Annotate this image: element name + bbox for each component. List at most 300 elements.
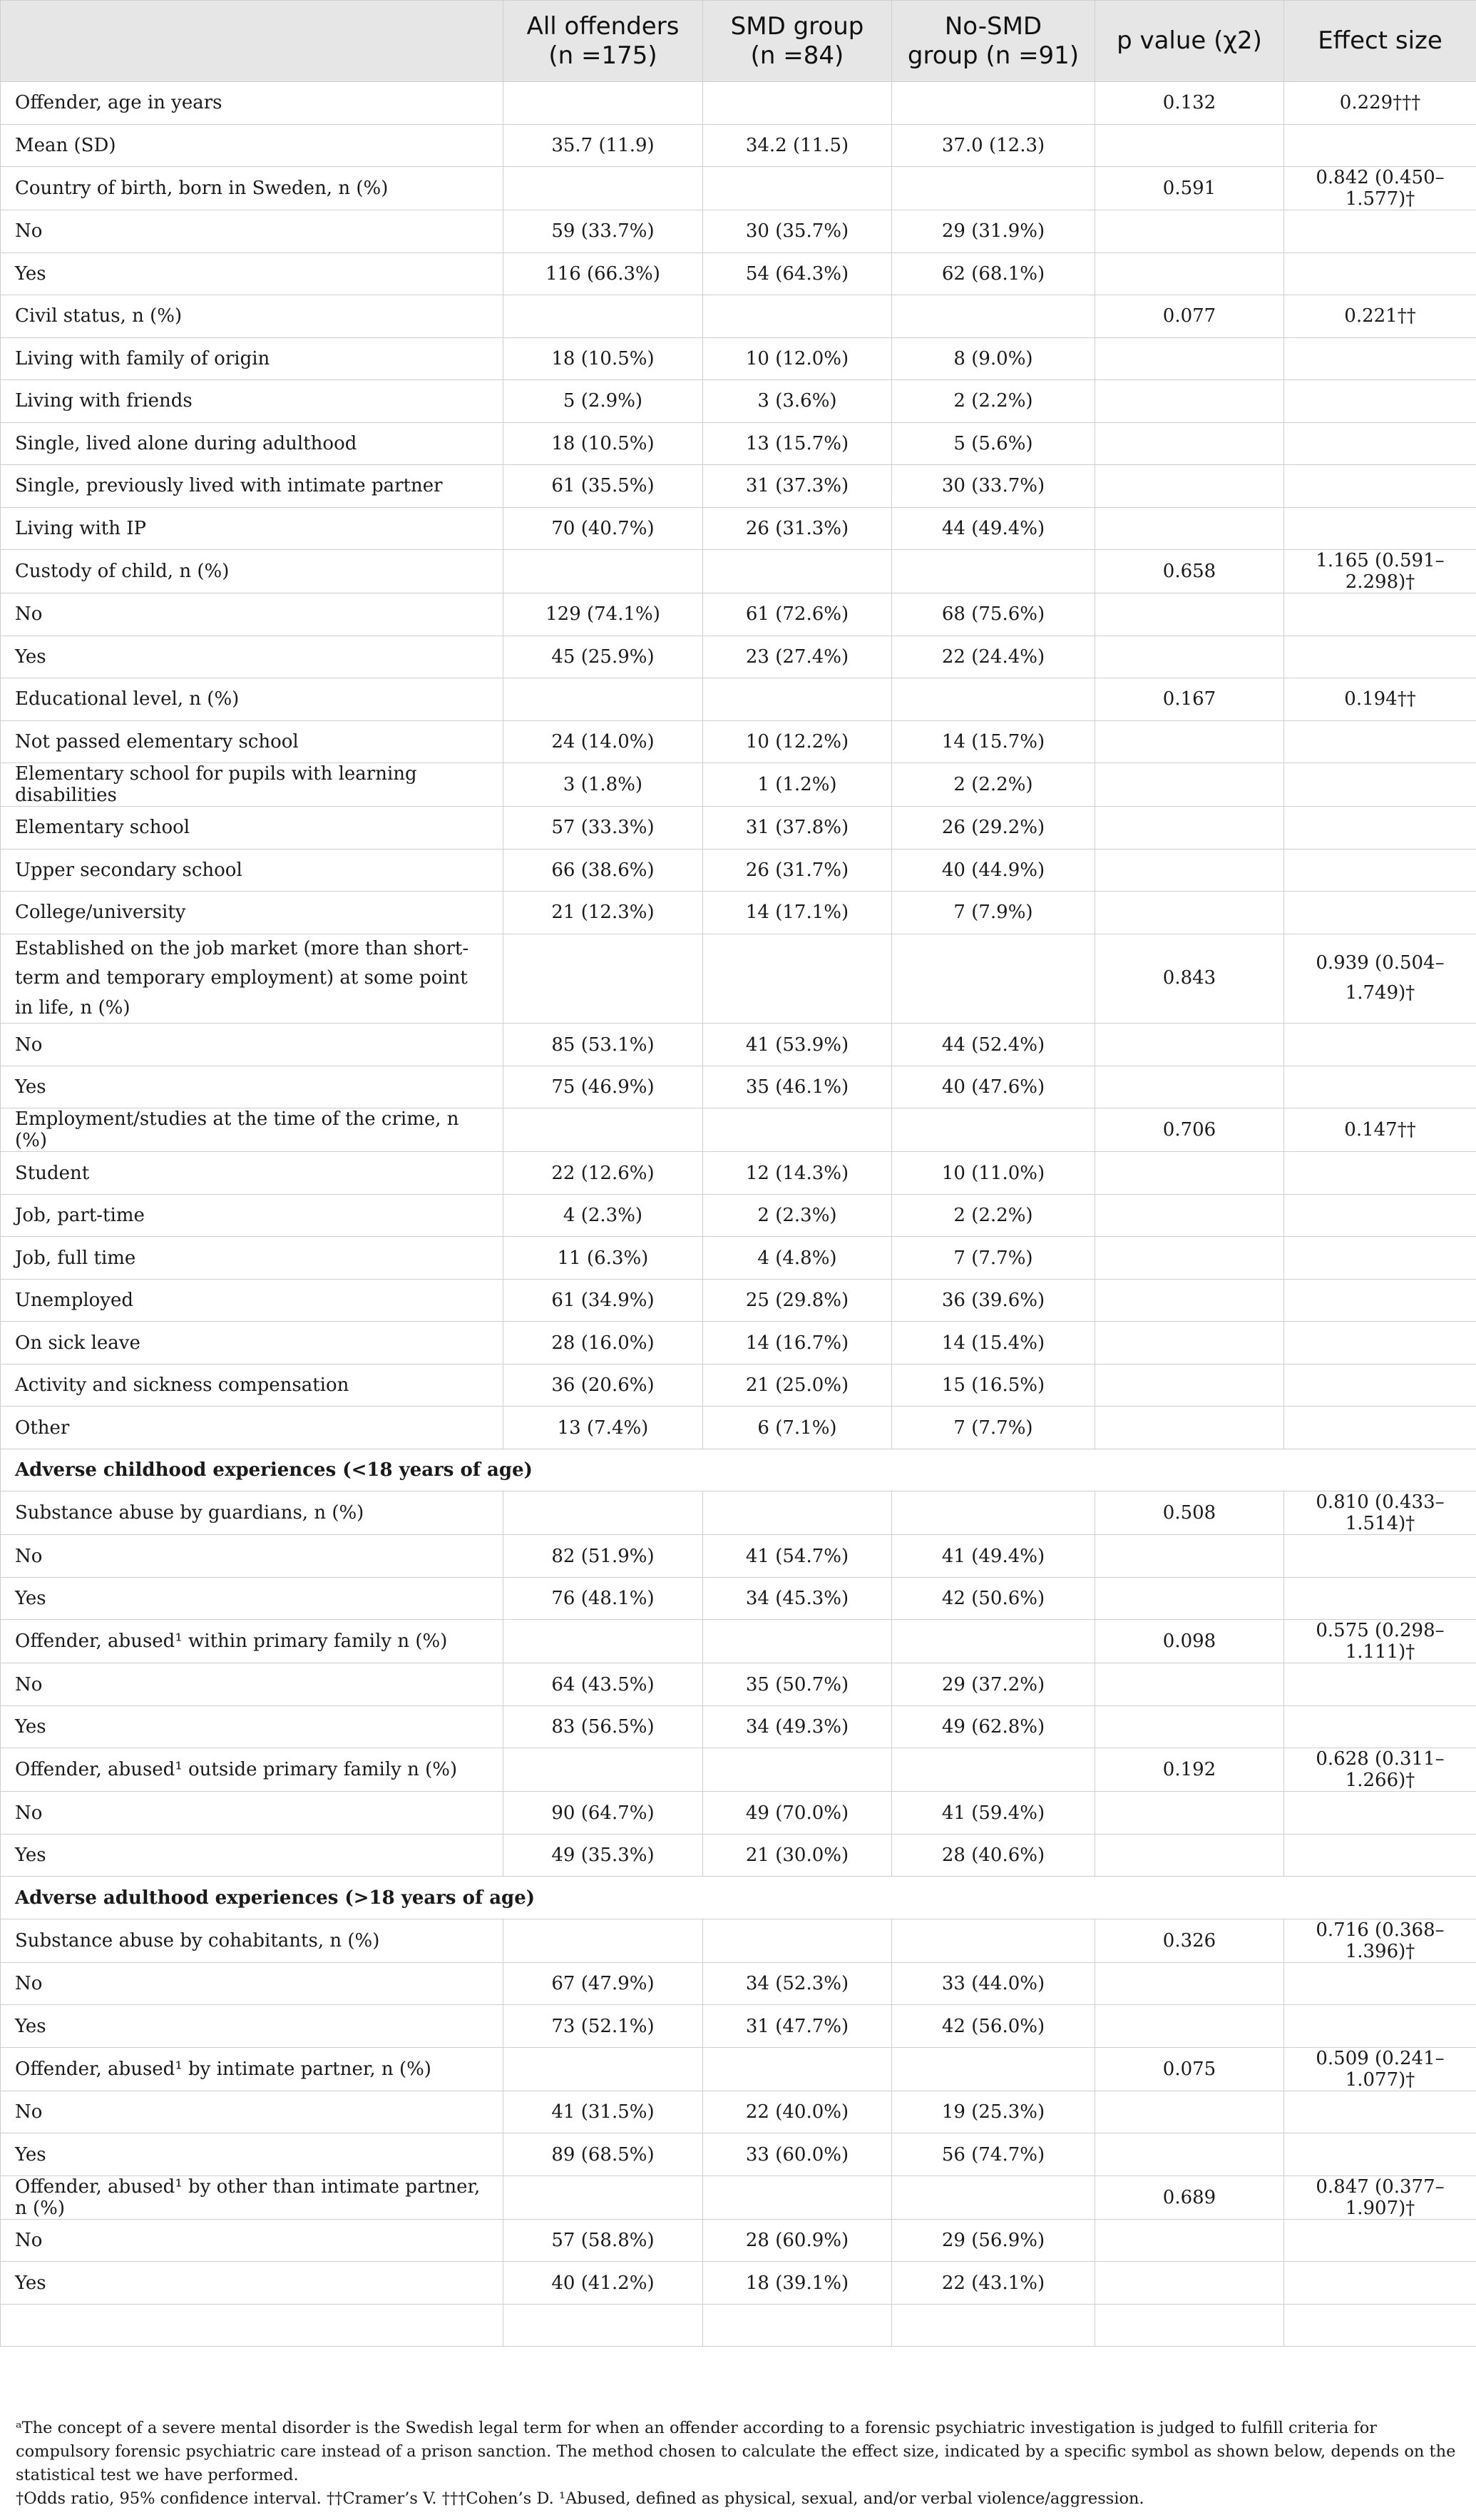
cell-smd-group: 12 (14.3%) bbox=[703, 1152, 892, 1195]
table-row bbox=[1, 1577, 1476, 1620]
cell-smd-group: 31 (37.8%) bbox=[703, 807, 892, 850]
table-row bbox=[1, 1792, 1476, 1835]
cell-smd-group: 6 (7.1%) bbox=[703, 1407, 892, 1449]
cell-p-value bbox=[1095, 2133, 1284, 2176]
row-label: Employment/studies at the time of the crime, n (%) bbox=[1, 1108, 503, 1152]
cell-p-value bbox=[1095, 1194, 1284, 1237]
cell-no-smd-group: 7 (7.9%) bbox=[892, 892, 1095, 934]
cell-all-offenders bbox=[503, 550, 703, 593]
row-label: Offender, abused¹ by intimate partner, n (%) bbox=[1, 2047, 503, 2091]
cell-no-smd-group bbox=[892, 550, 1095, 593]
cell-smd-group: 13 (15.7%) bbox=[703, 422, 892, 465]
table-row bbox=[1, 1919, 1476, 1962]
cell-smd-group bbox=[703, 2047, 892, 2091]
cell-no-smd-group: 44 (52.4%) bbox=[892, 1024, 1095, 1066]
cell-all-offenders: 4 (2.3%) bbox=[503, 1194, 703, 1237]
section-label: Adverse childhood experiences (<18 years of age) bbox=[1, 1449, 1476, 1491]
cell-all-offenders bbox=[503, 167, 703, 210]
cell-p-value: 0.706 bbox=[1095, 1108, 1284, 1152]
cell-p-value bbox=[1095, 720, 1284, 763]
cell-smd-group: 26 (31.3%) bbox=[703, 507, 892, 550]
cell-p-value: 0.326 bbox=[1095, 1919, 1284, 1962]
table-row bbox=[1, 295, 1476, 338]
cell-no-smd-group: 19 (25.3%) bbox=[892, 2091, 1095, 2133]
cell-smd-group: 33 (60.0%) bbox=[703, 2133, 892, 2176]
cell-all-offenders: 70 (40.7%) bbox=[503, 507, 703, 550]
cell-p-value: 0.167 bbox=[1095, 678, 1284, 721]
cell-smd-group: 54 (64.3%) bbox=[703, 252, 892, 295]
table-body bbox=[1, 82, 1476, 2347]
cell-all-offenders: 35.7 (11.9) bbox=[503, 124, 703, 167]
cell-p-value bbox=[1095, 380, 1284, 423]
table-row bbox=[1, 1066, 1476, 1108]
cell-effect-size bbox=[1284, 1407, 1476, 1449]
cell-effect-size bbox=[1284, 210, 1476, 253]
cell-no-smd-group: 42 (50.6%) bbox=[892, 1577, 1095, 1620]
cell-all-offenders: 61 (34.9%) bbox=[503, 1279, 703, 1322]
cell-all-offenders: 40 (41.2%) bbox=[503, 2262, 703, 2305]
row-label: Substance abuse by cohabitants, n (%) bbox=[1, 1919, 503, 1962]
cell-p-value: 0.192 bbox=[1095, 1748, 1284, 1792]
cell-effect-size bbox=[1284, 1792, 1476, 1835]
cell-p-value bbox=[1095, 1279, 1284, 1322]
cell-no-smd-group bbox=[892, 678, 1095, 721]
cell-all-offenders bbox=[503, 1919, 703, 1962]
table-row bbox=[1, 2091, 1476, 2133]
cell-smd-group bbox=[703, 1491, 892, 1535]
cell-smd-group: 31 (47.7%) bbox=[703, 2005, 892, 2048]
cell-all-offenders: 67 (47.9%) bbox=[503, 1962, 703, 2005]
row-label: Yes bbox=[1, 2262, 503, 2305]
cell-no-smd-group: 7 (7.7%) bbox=[892, 1407, 1095, 1449]
cell-smd-group: 10 (12.0%) bbox=[703, 337, 892, 380]
table-row bbox=[1, 210, 1476, 253]
cell-no-smd-group bbox=[892, 295, 1095, 338]
row-label: Activity and sickness compensation bbox=[1, 1364, 503, 1407]
cell-no-smd-group bbox=[892, 167, 1095, 210]
table-row bbox=[1, 422, 1476, 465]
cell-effect-size bbox=[1284, 507, 1476, 550]
cell-effect-size bbox=[1284, 1705, 1476, 1748]
cell-smd-group: 41 (53.9%) bbox=[703, 1024, 892, 1066]
cell-no-smd-group: 22 (43.1%) bbox=[892, 2262, 1095, 2305]
header-no-smd-group: No-SMD group (n =91) bbox=[892, 1, 1095, 82]
table-row bbox=[1, 720, 1476, 763]
cell-p-value bbox=[1095, 1792, 1284, 1835]
cell-no-smd-group: 62 (68.1%) bbox=[892, 252, 1095, 295]
cell-all-offenders: 49 (35.3%) bbox=[503, 1834, 703, 1877]
cell-all-offenders bbox=[503, 1491, 703, 1535]
row-label: Yes bbox=[1, 636, 503, 678]
cell-effect-size: 0.810 (0.433–1.514)† bbox=[1284, 1491, 1476, 1535]
cell-no-smd-group bbox=[892, 1491, 1095, 1535]
cell-smd-group: 34 (52.3%) bbox=[703, 1962, 892, 2005]
cell-no-smd-group: 2 (2.2%) bbox=[892, 380, 1095, 423]
cell-no-smd-group: 29 (56.9%) bbox=[892, 2219, 1095, 2262]
cell-effect-size bbox=[1284, 849, 1476, 892]
row-label: Single, previously lived with intimate partner bbox=[1, 465, 503, 508]
cell-smd-group: 10 (12.2%) bbox=[703, 720, 892, 763]
cell-all-offenders: 24 (14.0%) bbox=[503, 720, 703, 763]
cell-all-offenders bbox=[503, 82, 703, 125]
row-label: Educational level, n (%) bbox=[1, 678, 503, 721]
table-row bbox=[1, 2262, 1476, 2305]
cell-effect-size bbox=[1284, 1962, 1476, 2005]
table-row bbox=[1, 678, 1476, 721]
cell-all-offenders bbox=[503, 678, 703, 721]
cell-no-smd-group: 41 (59.4%) bbox=[892, 1792, 1095, 1835]
cell-no-smd-group: 42 (56.0%) bbox=[892, 2005, 1095, 2048]
cell-all-offenders: 57 (58.8%) bbox=[503, 2219, 703, 2262]
cell-p-value bbox=[1095, 1364, 1284, 1407]
cell-all-offenders bbox=[503, 1620, 703, 1663]
cell-no-smd-group bbox=[892, 1919, 1095, 1962]
row-label: No bbox=[1, 1962, 503, 2005]
cell-all-offenders: 82 (51.9%) bbox=[503, 1535, 703, 1578]
cell-smd-group bbox=[703, 295, 892, 338]
cell-smd-group: 22 (40.0%) bbox=[703, 2091, 892, 2133]
cell-p-value bbox=[1095, 422, 1284, 465]
cell-no-smd-group: 14 (15.7%) bbox=[892, 720, 1095, 763]
table-row bbox=[1, 636, 1476, 678]
cell-p-value: 0.508 bbox=[1095, 1491, 1284, 1535]
cell-all-offenders bbox=[503, 2304, 703, 2346]
cell-no-smd-group: 33 (44.0%) bbox=[892, 1962, 1095, 2005]
cell-all-offenders: 85 (53.1%) bbox=[503, 1024, 703, 1066]
cell-p-value bbox=[1095, 210, 1284, 253]
cell-no-smd-group: 29 (31.9%) bbox=[892, 210, 1095, 253]
cell-p-value bbox=[1095, 1407, 1284, 1449]
cell-effect-size bbox=[1284, 1066, 1476, 1108]
cell-no-smd-group: 30 (33.7%) bbox=[892, 465, 1095, 508]
row-label: No bbox=[1, 593, 503, 636]
cell-effect-size bbox=[1284, 2219, 1476, 2262]
row-label: Job, part-time bbox=[1, 1194, 503, 1237]
row-label: College/university bbox=[1, 892, 503, 934]
cell-effect-size bbox=[1284, 2133, 1476, 2176]
cell-p-value bbox=[1095, 1237, 1284, 1280]
cell-effect-size: 0.147†† bbox=[1284, 1108, 1476, 1152]
row-label: Offender, abused¹ by other than intimate partner, n (%) bbox=[1, 2175, 503, 2219]
row-label: Not passed elementary school bbox=[1, 720, 503, 763]
table-row bbox=[1, 380, 1476, 423]
table-row bbox=[1, 1663, 1476, 1706]
cell-smd-group: 2 (2.3%) bbox=[703, 1194, 892, 1237]
cell-effect-size bbox=[1284, 763, 1476, 807]
cell-smd-group bbox=[703, 934, 892, 1024]
cell-effect-size bbox=[1284, 593, 1476, 636]
table-row bbox=[1, 593, 1476, 636]
cell-all-offenders bbox=[503, 1108, 703, 1152]
cell-smd-group bbox=[703, 82, 892, 125]
cell-p-value bbox=[1095, 1577, 1284, 1620]
table-row bbox=[1, 2005, 1476, 2048]
cell-smd-group: 18 (39.1%) bbox=[703, 2262, 892, 2305]
table-row bbox=[1, 1491, 1476, 1535]
header-row bbox=[1, 1, 1476, 82]
cell-p-value bbox=[1095, 1066, 1284, 1108]
cell-p-value: 0.098 bbox=[1095, 1620, 1284, 1663]
cell-effect-size bbox=[1284, 1237, 1476, 1280]
cell-all-offenders: 21 (12.3%) bbox=[503, 892, 703, 934]
cell-effect-size bbox=[1284, 422, 1476, 465]
row-label: No bbox=[1, 1535, 503, 1578]
table-row bbox=[1, 1748, 1476, 1792]
cell-p-value bbox=[1095, 1152, 1284, 1195]
cell-no-smd-group bbox=[892, 1620, 1095, 1663]
cell-all-offenders bbox=[503, 1748, 703, 1792]
cell-p-value bbox=[1095, 2262, 1284, 2305]
cell-no-smd-group: 14 (15.4%) bbox=[892, 1322, 1095, 1364]
table-row bbox=[1, 1024, 1476, 1066]
cell-all-offenders: 83 (56.5%) bbox=[503, 1705, 703, 1748]
cell-all-offenders: 18 (10.5%) bbox=[503, 337, 703, 380]
blank-row bbox=[1, 2304, 1476, 2346]
cell-all-offenders: 28 (16.0%) bbox=[503, 1322, 703, 1364]
cell-all-offenders: 75 (46.9%) bbox=[503, 1066, 703, 1108]
cell-all-offenders bbox=[503, 2175, 703, 2219]
cell-smd-group bbox=[703, 167, 892, 210]
cell-effect-size bbox=[1284, 2091, 1476, 2133]
cell-effect-size bbox=[1284, 720, 1476, 763]
cell-effect-size bbox=[1284, 124, 1476, 167]
cell-no-smd-group: 5 (5.6%) bbox=[892, 422, 1095, 465]
cell-effect-size bbox=[1284, 1364, 1476, 1407]
cell-no-smd-group: 2 (2.2%) bbox=[892, 1194, 1095, 1237]
table-row bbox=[1, 252, 1476, 295]
row-label: Substance abuse by guardians, n (%) bbox=[1, 1491, 503, 1535]
cell-effect-size bbox=[1284, 1322, 1476, 1364]
cell-all-offenders: 3 (1.8%) bbox=[503, 763, 703, 807]
cell-no-smd-group: 2 (2.2%) bbox=[892, 763, 1095, 807]
cell-all-offenders bbox=[503, 295, 703, 338]
cell-no-smd-group: 7 (7.7%) bbox=[892, 1237, 1095, 1280]
cell-all-offenders: 90 (64.7%) bbox=[503, 1792, 703, 1835]
cell-smd-group bbox=[703, 1108, 892, 1152]
table-row bbox=[1, 1962, 1476, 2005]
header-p-value: p value (χ2) bbox=[1095, 1, 1284, 82]
cell-effect-size: 0.221†† bbox=[1284, 295, 1476, 338]
table-header bbox=[1, 1, 1476, 82]
cell-no-smd-group bbox=[892, 1108, 1095, 1152]
row-label: No bbox=[1, 2091, 503, 2133]
cell-all-offenders: 76 (48.1%) bbox=[503, 1577, 703, 1620]
cell-effect-size: 0.575 (0.298–1.111)† bbox=[1284, 1620, 1476, 1663]
cell-p-value bbox=[1095, 337, 1284, 380]
cell-effect-size bbox=[1284, 1577, 1476, 1620]
row-label: Elementary school for pupils with learning disabilities bbox=[1, 763, 503, 807]
cell-effect-size: 1.165 (0.591–2.298)† bbox=[1284, 550, 1476, 593]
cell-smd-group: 41 (54.7%) bbox=[703, 1535, 892, 1578]
row-label: Yes bbox=[1, 1834, 503, 1877]
table-row bbox=[1, 1364, 1476, 1407]
cell-smd-group: 1 (1.2%) bbox=[703, 763, 892, 807]
cell-p-value bbox=[1095, 892, 1284, 934]
cell-all-offenders: 5 (2.9%) bbox=[503, 380, 703, 423]
section-row bbox=[1, 1877, 1476, 1919]
cell-all-offenders: 64 (43.5%) bbox=[503, 1663, 703, 1706]
cell-smd-group: 35 (46.1%) bbox=[703, 1066, 892, 1108]
cell-no-smd-group: 10 (11.0%) bbox=[892, 1152, 1095, 1195]
row-label: Upper secondary school bbox=[1, 849, 503, 892]
cell-effect-size bbox=[1284, 2304, 1476, 2346]
cell-effect-size bbox=[1284, 1152, 1476, 1195]
header-variable bbox=[1, 1, 503, 82]
footnotes bbox=[16, 2417, 1463, 2511]
cell-smd-group: 34 (45.3%) bbox=[703, 1577, 892, 1620]
cell-smd-group bbox=[703, 2304, 892, 2346]
cell-effect-size bbox=[1284, 337, 1476, 380]
cell-p-value bbox=[1095, 849, 1284, 892]
cell-effect-size bbox=[1284, 1535, 1476, 1578]
cell-no-smd-group: 36 (39.6%) bbox=[892, 1279, 1095, 1322]
table-row bbox=[1, 1535, 1476, 1578]
table-row bbox=[1, 82, 1476, 125]
row-label: Yes bbox=[1, 1705, 503, 1748]
table-row bbox=[1, 1108, 1476, 1152]
row-label: Custody of child, n (%) bbox=[1, 550, 503, 593]
header-smd-group: SMD group (n =84) bbox=[703, 1, 892, 82]
row-label: Civil status, n (%) bbox=[1, 295, 503, 338]
row-label: Yes bbox=[1, 1066, 503, 1108]
row-label: No bbox=[1, 1024, 503, 1066]
table-row bbox=[1, 1194, 1476, 1237]
cell-no-smd-group: 28 (40.6%) bbox=[892, 1834, 1095, 1877]
cell-p-value bbox=[1095, 1322, 1284, 1364]
cell-p-value bbox=[1095, 763, 1284, 807]
table-row bbox=[1, 465, 1476, 508]
cell-all-offenders: 22 (12.6%) bbox=[503, 1152, 703, 1195]
row-label: Established on the job market (more than short-term and temporary employment) at some point in life, n (%) bbox=[1, 934, 503, 1024]
cell-no-smd-group: 15 (16.5%) bbox=[892, 1364, 1095, 1407]
cell-smd-group: 49 (70.0%) bbox=[703, 1792, 892, 1835]
cell-all-offenders bbox=[503, 934, 703, 1024]
cell-smd-group: 28 (60.9%) bbox=[703, 2219, 892, 2262]
cell-no-smd-group: 41 (49.4%) bbox=[892, 1535, 1095, 1578]
cell-smd-group bbox=[703, 1620, 892, 1663]
cell-p-value bbox=[1095, 2219, 1284, 2262]
row-label: No bbox=[1, 2219, 503, 2262]
table-row bbox=[1, 934, 1476, 1024]
cell-smd-group: 61 (72.6%) bbox=[703, 593, 892, 636]
cell-no-smd-group: 68 (75.6%) bbox=[892, 593, 1095, 636]
table-row bbox=[1, 337, 1476, 380]
cell-no-smd-group bbox=[892, 1748, 1095, 1792]
cell-effect-size bbox=[1284, 1024, 1476, 1066]
row-label: Offender, abused¹ within primary family n (%) bbox=[1, 1620, 503, 1663]
row-label bbox=[1, 2304, 503, 2346]
table-row bbox=[1, 2219, 1476, 2262]
cell-smd-group: 3 (3.6%) bbox=[703, 380, 892, 423]
cell-no-smd-group: 29 (37.2%) bbox=[892, 1663, 1095, 1706]
cell-all-offenders: 41 (31.5%) bbox=[503, 2091, 703, 2133]
cell-no-smd-group bbox=[892, 2304, 1095, 2346]
cell-all-offenders: 116 (66.3%) bbox=[503, 252, 703, 295]
cell-effect-size bbox=[1284, 2005, 1476, 2048]
cell-smd-group: 23 (27.4%) bbox=[703, 636, 892, 678]
row-label: Living with friends bbox=[1, 380, 503, 423]
table-row bbox=[1, 892, 1476, 934]
cell-smd-group: 26 (31.7%) bbox=[703, 849, 892, 892]
cell-effect-size bbox=[1284, 636, 1476, 678]
row-label: Yes bbox=[1, 2133, 503, 2176]
cell-p-value bbox=[1095, 2005, 1284, 2048]
table-row bbox=[1, 1152, 1476, 1195]
row-label: Yes bbox=[1, 1577, 503, 1620]
cell-smd-group: 25 (29.8%) bbox=[703, 1279, 892, 1322]
cell-effect-size: 0.847 (0.377–1.907)† bbox=[1284, 2175, 1476, 2219]
table-row bbox=[1, 2133, 1476, 2176]
table-row bbox=[1, 1322, 1476, 1364]
cell-effect-size: 0.628 (0.311–1.266)† bbox=[1284, 1748, 1476, 1792]
cell-smd-group: 31 (37.3%) bbox=[703, 465, 892, 508]
row-label: No bbox=[1, 1792, 503, 1835]
cell-effect-size: 0.509 (0.241–1.077)† bbox=[1284, 2047, 1476, 2091]
row-label: Single, lived alone during adulthood bbox=[1, 422, 503, 465]
cell-smd-group bbox=[703, 1919, 892, 1962]
cell-p-value bbox=[1095, 252, 1284, 295]
cell-no-smd-group bbox=[892, 934, 1095, 1024]
cell-all-offenders: 45 (25.9%) bbox=[503, 636, 703, 678]
cell-p-value: 0.689 bbox=[1095, 2175, 1284, 2219]
row-label: Offender, abused¹ outside primary family n (%) bbox=[1, 1748, 503, 1792]
cell-effect-size: 0.716 (0.368–1.396)† bbox=[1284, 1919, 1476, 1962]
cell-p-value: 0.658 bbox=[1095, 550, 1284, 593]
cell-effect-size: 0.194†† bbox=[1284, 678, 1476, 721]
cell-p-value bbox=[1095, 1705, 1284, 1748]
table-row bbox=[1, 2047, 1476, 2091]
cell-p-value: 0.077 bbox=[1095, 295, 1284, 338]
table-row bbox=[1, 1705, 1476, 1748]
row-label: Other bbox=[1, 1407, 503, 1449]
cell-effect-size: 0.939 (0.504–1.749)† bbox=[1284, 934, 1476, 1024]
cell-no-smd-group: 40 (47.6%) bbox=[892, 1066, 1095, 1108]
cell-smd-group bbox=[703, 2175, 892, 2219]
section-label: Adverse adulthood experiences (>18 years of age) bbox=[1, 1877, 1476, 1919]
cell-effect-size: 0.229††† bbox=[1284, 82, 1476, 125]
cell-no-smd-group: 44 (49.4%) bbox=[892, 507, 1095, 550]
cell-smd-group: 14 (16.7%) bbox=[703, 1322, 892, 1364]
cell-all-offenders: 66 (38.6%) bbox=[503, 849, 703, 892]
cell-effect-size bbox=[1284, 2262, 1476, 2305]
cell-no-smd-group bbox=[892, 82, 1095, 125]
table-row bbox=[1, 1834, 1476, 1877]
cell-effect-size bbox=[1284, 1663, 1476, 1706]
cell-all-offenders: 13 (7.4%) bbox=[503, 1407, 703, 1449]
row-label: Living with IP bbox=[1, 507, 503, 550]
cell-p-value: 0.591 bbox=[1095, 167, 1284, 210]
cell-p-value: 0.843 bbox=[1095, 934, 1284, 1024]
table-row bbox=[1, 763, 1476, 807]
table-row bbox=[1, 1620, 1476, 1663]
cell-no-smd-group: 56 (74.7%) bbox=[892, 2133, 1095, 2176]
row-label: Unemployed bbox=[1, 1279, 503, 1322]
cell-p-value: 0.132 bbox=[1095, 82, 1284, 125]
table-row bbox=[1, 1237, 1476, 1280]
cell-p-value bbox=[1095, 2304, 1284, 2346]
cell-effect-size bbox=[1284, 1279, 1476, 1322]
row-label: No bbox=[1, 210, 503, 253]
table-row bbox=[1, 1279, 1476, 1322]
cell-all-offenders: 18 (10.5%) bbox=[503, 422, 703, 465]
table-row bbox=[1, 1407, 1476, 1449]
cell-no-smd-group bbox=[892, 2047, 1095, 2091]
cell-effect-size bbox=[1284, 892, 1476, 934]
cell-effect-size bbox=[1284, 380, 1476, 423]
cell-p-value bbox=[1095, 465, 1284, 508]
cell-all-offenders bbox=[503, 2047, 703, 2091]
cell-smd-group: 14 (17.1%) bbox=[703, 892, 892, 934]
